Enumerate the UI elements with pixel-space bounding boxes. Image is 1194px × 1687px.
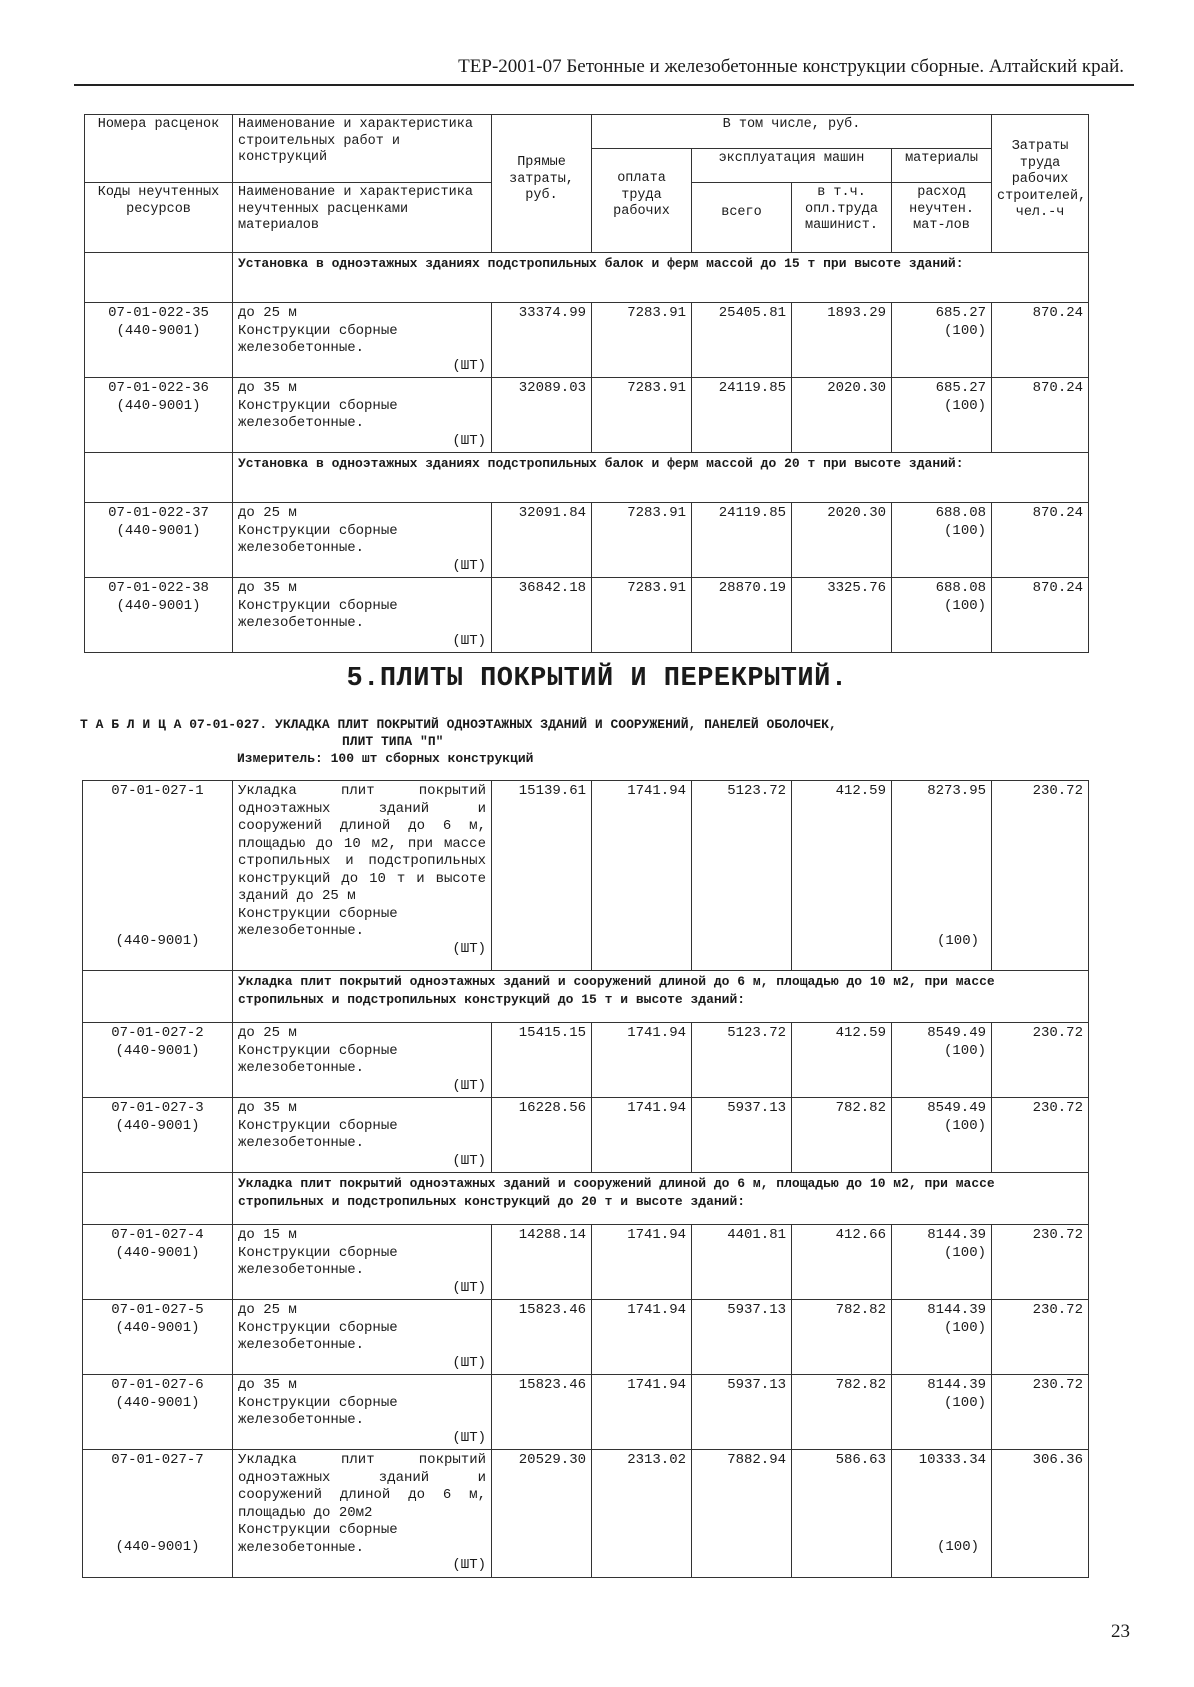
table-cell bbox=[83, 1173, 233, 1225]
table-cell: 870.24 bbox=[992, 503, 1089, 578]
cell-text: (ШТ) bbox=[452, 1429, 486, 1446]
table-cell: 15823.46 bbox=[492, 1375, 592, 1450]
table-cell bbox=[892, 1023, 992, 1098]
table-cell: 586.63 bbox=[792, 1450, 892, 1578]
cell-text: 8549.49 bbox=[927, 1100, 986, 1116]
table-cell: 5937.13 bbox=[692, 1375, 792, 1450]
table-cell bbox=[233, 1450, 492, 1578]
table-cell: 230.72 bbox=[992, 781, 1089, 971]
caption-measure: Измеритель: 100 шт сборных конструкций bbox=[237, 751, 534, 766]
cell-text: Конструкции сборные железобетонные. bbox=[238, 1522, 398, 1556]
table-cell: 24119.85 bbox=[692, 503, 792, 578]
running-header bbox=[74, 52, 1134, 86]
section-title: Укладка плит покрытий одноэтажных зданий и сооружений длиной до 6 м, площадью до 10 м2, при массе стропильных и подстропильных конструкций до 20 т и высоте зданий: bbox=[233, 1173, 1089, 1225]
cell-text: (440-9001) bbox=[116, 322, 201, 339]
table-cell bbox=[83, 1300, 233, 1375]
table-cell bbox=[85, 503, 233, 578]
table-cell: 412.66 bbox=[792, 1225, 892, 1300]
header-machines-total: всего bbox=[692, 183, 792, 253]
table-cell bbox=[85, 378, 233, 453]
table-cell: 1741.94 bbox=[592, 1225, 692, 1300]
cell-text: 8273.95 bbox=[927, 783, 986, 799]
table-cell bbox=[892, 1300, 992, 1375]
table-row bbox=[83, 781, 1089, 971]
cell-text: (ШТ) bbox=[452, 1279, 486, 1296]
table-cell: 25405.81 bbox=[692, 303, 792, 378]
table-cell: 36842.18 bbox=[492, 578, 592, 653]
table-cell: 33374.99 bbox=[492, 303, 592, 378]
table-cell bbox=[83, 1023, 233, 1098]
table-cell: 412.59 bbox=[792, 1023, 892, 1098]
table-cell: 870.24 bbox=[992, 578, 1089, 653]
header-labor-pay: оплата труда рабочих bbox=[592, 149, 692, 253]
table-row bbox=[85, 303, 1089, 378]
cell-text: (100) bbox=[944, 322, 987, 339]
table-cell: 3325.76 bbox=[792, 578, 892, 653]
section-title: Установка в одноэтажных зданиях подстропильных балок и ферм массой до 20 т при высоте зданий: bbox=[233, 453, 1089, 503]
table-cell: 20529.30 bbox=[492, 1450, 592, 1578]
table-cell: 230.72 bbox=[992, 1023, 1089, 1098]
table-cell bbox=[233, 503, 492, 578]
table-cell: 782.82 bbox=[792, 1300, 892, 1375]
cell-text: 07-01-027-7 bbox=[111, 1452, 204, 1468]
table-cell: 412.59 bbox=[792, 781, 892, 971]
table-cell: 7283.91 bbox=[592, 578, 692, 653]
table-cell: 16228.56 bbox=[492, 1098, 592, 1173]
cell-text: до 25 м bbox=[238, 505, 297, 521]
cell-text: 07-01-027-1 bbox=[111, 783, 204, 799]
cell-text: 07-01-027-4 bbox=[111, 1227, 204, 1243]
table-cell bbox=[892, 503, 992, 578]
cell-text: до 25 м bbox=[238, 1302, 297, 1318]
table-cell: 1741.94 bbox=[592, 781, 692, 971]
cell-text: Конструкции сборные железобетонные. bbox=[238, 1319, 398, 1353]
cell-text: Конструкции сборные железобетонные. bbox=[238, 905, 398, 939]
cell-text: 688.08 bbox=[935, 505, 987, 521]
table-cell: 7283.91 bbox=[592, 378, 692, 453]
cell-text: (100) bbox=[943, 1042, 986, 1059]
table-cell bbox=[892, 378, 992, 453]
cell-text: 10333.34 bbox=[918, 1452, 986, 1468]
cell-text: (440-9001) bbox=[115, 1042, 200, 1059]
table-cell bbox=[85, 303, 233, 378]
rates-table-bottom bbox=[82, 780, 1089, 1578]
table-cell: 15139.61 bbox=[492, 781, 592, 971]
table-cell bbox=[892, 1098, 992, 1173]
cell-text: 8144.39 bbox=[927, 1227, 986, 1243]
table-cell: 5937.13 bbox=[692, 1098, 792, 1173]
table-cell: 782.82 bbox=[792, 1098, 892, 1173]
section-heading: 5.ПЛИТЫ ПОКРЫТИЙ И ПЕРЕКРЫТИЙ. bbox=[346, 664, 848, 694]
cell-text: (440-9001) bbox=[115, 1539, 200, 1555]
table-row bbox=[83, 1023, 1089, 1098]
cell-text: (ШТ) bbox=[452, 432, 486, 449]
header-material-usage: расход неучтен. мат-лов bbox=[892, 183, 992, 253]
table-cell bbox=[892, 303, 992, 378]
table-cell bbox=[892, 1450, 992, 1578]
cell-text: до 35 м bbox=[238, 380, 297, 396]
table-cell: 1741.94 bbox=[592, 1300, 692, 1375]
cell-text: (440-9001) bbox=[116, 522, 201, 539]
table-row bbox=[83, 1375, 1089, 1450]
table-cell: 2313.02 bbox=[592, 1450, 692, 1578]
table-cell bbox=[83, 1375, 233, 1450]
cell-text: (ШТ) bbox=[452, 1557, 486, 1573]
header-materials: материалы bbox=[892, 149, 992, 183]
cell-text: до 25 м bbox=[238, 1025, 297, 1041]
table-cell: 32091.84 bbox=[492, 503, 592, 578]
table-cell: 870.24 bbox=[992, 303, 1089, 378]
table-cell bbox=[85, 253, 233, 303]
table-cell: 782.82 bbox=[792, 1375, 892, 1450]
table-cell: 4401.81 bbox=[692, 1225, 792, 1300]
table-cell bbox=[83, 1225, 233, 1300]
table-cell bbox=[233, 781, 492, 971]
cell-text: (440-9001) bbox=[116, 397, 201, 414]
table-cell: 230.72 bbox=[992, 1300, 1089, 1375]
cell-text: до 15 м bbox=[238, 1227, 297, 1243]
header-resource-codes: Коды неучтенных ресурсов bbox=[85, 183, 233, 253]
cell-text: 8549.49 bbox=[927, 1025, 986, 1041]
cell-text: (100) bbox=[936, 932, 979, 949]
header-labor-hours: Затраты труда рабочих строителей, чел.-ч bbox=[992, 115, 1089, 253]
table-cell bbox=[83, 1098, 233, 1173]
cell-text: (100) bbox=[943, 1117, 986, 1134]
table-cell bbox=[892, 1375, 992, 1450]
table-cell: 28870.19 bbox=[692, 578, 792, 653]
header-work-name: Наименование и характеристика строительных работ и конструкций bbox=[233, 115, 492, 183]
table-cell bbox=[233, 1225, 492, 1300]
caption-line-1: Т А Б Л И Ц А 07-01-027. УКЛАДКА ПЛИТ ПОКРЫТИЙ ОДНОЭТАЖНЫХ ЗДАНИЙ И СООРУЖЕНИЙ, ПАНЕЛЕЙ ОБОЛОЧЕК, bbox=[80, 717, 837, 732]
cell-text: 685.27 bbox=[935, 380, 987, 396]
table-cell: 5937.13 bbox=[692, 1300, 792, 1375]
table-cell bbox=[233, 1023, 492, 1098]
table-caption bbox=[80, 716, 1120, 767]
table-cell bbox=[233, 378, 492, 453]
table-cell: 230.72 bbox=[992, 1098, 1089, 1173]
cell-text: до 35 м bbox=[238, 1377, 297, 1393]
table-cell bbox=[85, 453, 233, 503]
header-material-names: Наименование и характеристика неучтенных расценками материалов bbox=[233, 183, 492, 253]
table-cell bbox=[233, 1375, 492, 1450]
cell-text: (100) bbox=[943, 1244, 986, 1261]
cell-text: (440-9001) bbox=[115, 1117, 200, 1134]
cell-text: 07-01-027-2 bbox=[111, 1025, 204, 1041]
cell-text: до 35 м bbox=[238, 1100, 297, 1116]
cell-text: 685.27 bbox=[935, 305, 987, 321]
cell-text: Конструкции сборные железобетонные. bbox=[238, 397, 398, 431]
table-cell: 14288.14 bbox=[492, 1225, 592, 1300]
cell-text: (ШТ) bbox=[452, 940, 486, 957]
header-machines: эксплуатация машин bbox=[692, 149, 892, 183]
table-cell: 24119.85 bbox=[692, 378, 792, 453]
section-title: Укладка плит покрытий одноэтажных зданий и сооружений длиной до 6 м, площадью до 10 м2, при массе стропильных и подстропильных конструкций до 15 т и высоте зданий: bbox=[233, 971, 1089, 1023]
table-cell: 2020.30 bbox=[792, 378, 892, 453]
cell-text: 07-01-022-36 bbox=[108, 380, 209, 396]
caption-line-2: ПЛИТ ТИПА "П" bbox=[342, 734, 444, 749]
table-cell: 7283.91 bbox=[592, 503, 692, 578]
table-row bbox=[83, 1225, 1089, 1300]
table-cell: 7882.94 bbox=[692, 1450, 792, 1578]
cell-text: до 25 м bbox=[238, 305, 297, 321]
header-operator-pay: в т.ч. опл.труда машинист. bbox=[792, 183, 892, 253]
cell-text: (100) bbox=[944, 397, 987, 414]
cell-text: (440-9001) bbox=[115, 1394, 200, 1411]
table-cell: 870.24 bbox=[992, 378, 1089, 453]
cell-text: Конструкции сборные железобетонные. bbox=[238, 1394, 398, 1428]
table-cell bbox=[892, 578, 992, 653]
cell-text: (100) bbox=[943, 1319, 986, 1336]
cell-text: 07-01-022-38 bbox=[108, 580, 209, 596]
table-cell: 2020.30 bbox=[792, 503, 892, 578]
cell-text: Конструкции сборные железобетонные. bbox=[238, 1244, 398, 1278]
cell-text: (ШТ) bbox=[452, 1354, 486, 1371]
table-cell bbox=[892, 1225, 992, 1300]
cell-text: 07-01-027-3 bbox=[111, 1100, 204, 1116]
table-cell: 15415.15 bbox=[492, 1023, 592, 1098]
table-cell bbox=[233, 1098, 492, 1173]
page-number: 23 bbox=[1111, 1621, 1130, 1642]
cell-text: (440-9001) bbox=[116, 597, 201, 614]
cell-text: (100) bbox=[944, 597, 987, 614]
cell-text: (100) bbox=[944, 522, 987, 539]
table-row bbox=[85, 578, 1089, 653]
cell-text: (440-9001) bbox=[115, 1244, 200, 1261]
cell-text: Укладка плит покрытий одноэтажных зданий и сооружений длиной до 6 м, площадью до 20м2 bbox=[238, 1452, 486, 1521]
cell-text: 688.08 bbox=[935, 580, 987, 596]
table-row bbox=[85, 503, 1089, 578]
cell-text: (ШТ) bbox=[452, 1152, 486, 1169]
rates-table-top bbox=[84, 114, 1089, 653]
cell-text: (ШТ) bbox=[452, 357, 486, 374]
table-cell: 32089.03 bbox=[492, 378, 592, 453]
table-cell bbox=[233, 1300, 492, 1375]
cell-text: Конструкции сборные железобетонные. bbox=[238, 597, 398, 631]
table-cell: 1741.94 bbox=[592, 1375, 692, 1450]
table-cell: 1893.29 bbox=[792, 303, 892, 378]
table-cell: 230.72 bbox=[992, 1225, 1089, 1300]
table-row bbox=[83, 1450, 1089, 1578]
table-cell: 1741.94 bbox=[592, 1098, 692, 1173]
cell-text: Конструкции сборные железобетонные. bbox=[238, 1042, 398, 1076]
cell-text: (ШТ) bbox=[452, 557, 486, 574]
cell-text: 8144.39 bbox=[927, 1377, 986, 1393]
table-cell: 5123.72 bbox=[692, 1023, 792, 1098]
cell-text: (440-9001) bbox=[115, 932, 200, 949]
cell-text: (ШТ) bbox=[452, 1077, 486, 1094]
table-cell bbox=[83, 781, 233, 971]
cell-text: (ШТ) bbox=[452, 632, 486, 649]
header-rate-number: Номера расценок bbox=[85, 115, 233, 183]
table-cell bbox=[85, 578, 233, 653]
cell-text: Конструкции сборные железобетонные. bbox=[238, 322, 398, 356]
cell-text: 07-01-022-37 bbox=[108, 505, 209, 521]
table-cell: 1741.94 bbox=[592, 1023, 692, 1098]
cell-text: 07-01-027-5 bbox=[111, 1302, 204, 1318]
cell-text: 07-01-022-35 bbox=[108, 305, 209, 321]
table-row bbox=[85, 378, 1089, 453]
cell-text: Конструкции сборные железобетонные. bbox=[238, 1117, 398, 1151]
table-cell: 15823.46 bbox=[492, 1300, 592, 1375]
header-title: ТЕР-2001-07 Бетонные и железобетонные конструкции сборные. Алтайский край. bbox=[458, 56, 1124, 77]
section-title: Установка в одноэтажных зданиях подстропильных балок и ферм массой до 15 т при высоте зданий: bbox=[233, 253, 1089, 303]
table-cell bbox=[892, 781, 992, 971]
table-cell bbox=[83, 971, 233, 1023]
cell-text: 07-01-027-6 bbox=[111, 1377, 204, 1393]
cell-text: до 35 м bbox=[238, 580, 297, 596]
cell-text: (100) bbox=[936, 1539, 979, 1555]
cell-text: 8144.39 bbox=[927, 1302, 986, 1318]
table-cell: 306.36 bbox=[992, 1450, 1089, 1578]
cell-text: Конструкции сборные железобетонные. bbox=[238, 522, 398, 556]
cell-text: (100) bbox=[943, 1394, 986, 1411]
table-cell bbox=[83, 1450, 233, 1578]
table-cell: 5123.72 bbox=[692, 781, 792, 971]
table-cell bbox=[233, 578, 492, 653]
header-direct-costs: Прямые затраты, руб. bbox=[492, 115, 592, 253]
table-row bbox=[83, 1300, 1089, 1375]
header-including: В том числе, руб. bbox=[592, 115, 992, 149]
table-cell: 230.72 bbox=[992, 1375, 1089, 1450]
table-cell bbox=[233, 303, 492, 378]
cell-text: (440-9001) bbox=[115, 1319, 200, 1336]
cell-text: Укладка плит покрытий одноэтажных зданий и сооружений длиной до 6 м, площадью до 10 м2, при массе стропильных и подстропильных конструкций до 10 т и высоте зданий до 25 м bbox=[238, 783, 486, 904]
table-row bbox=[83, 1098, 1089, 1173]
table-cell: 7283.91 bbox=[592, 303, 692, 378]
